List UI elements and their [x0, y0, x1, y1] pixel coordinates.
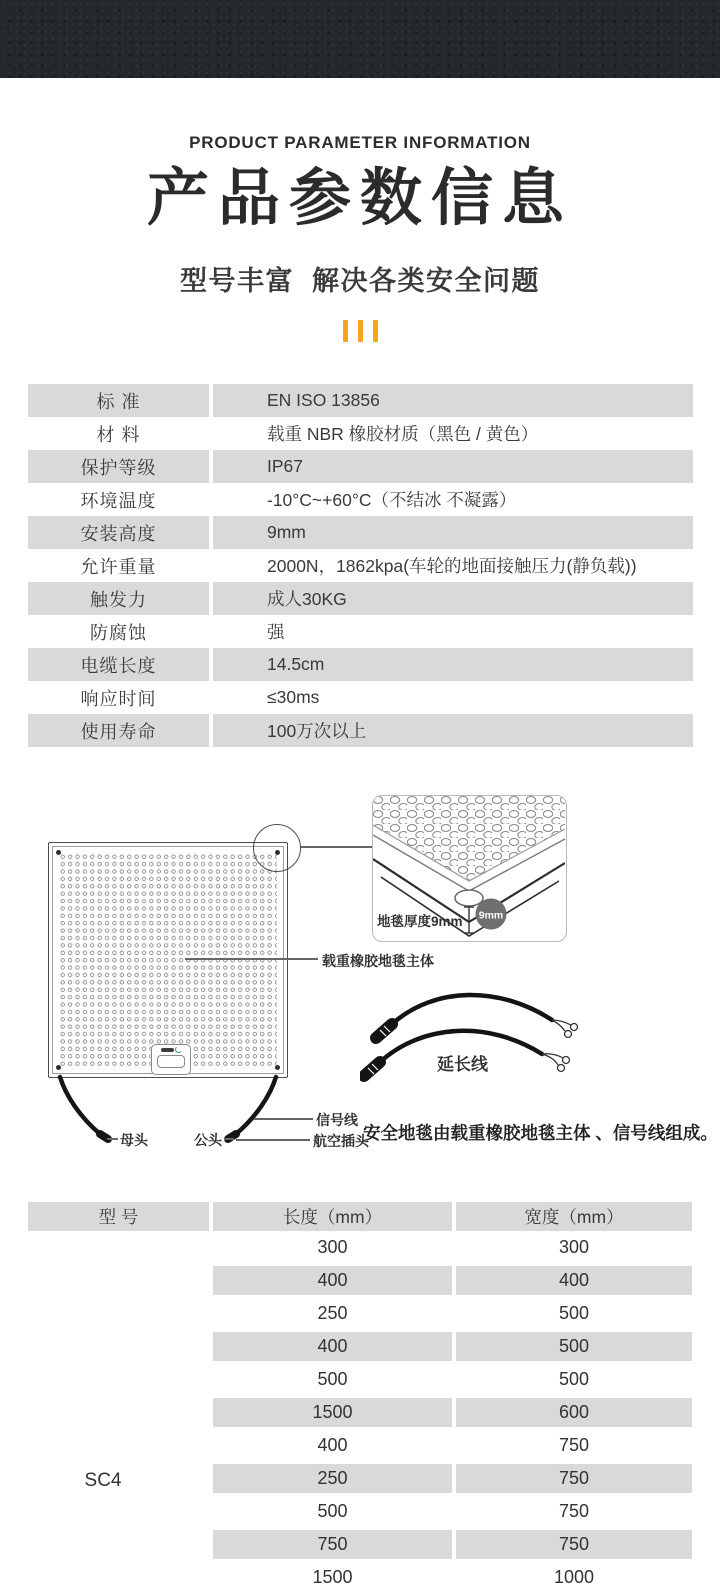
- safety-mat-illustration: [48, 842, 288, 1078]
- size-length-value: 1500: [213, 1396, 452, 1429]
- param-label: 安装高度: [28, 516, 209, 549]
- brand-logo-arc: [175, 1046, 182, 1053]
- mat-dot-pattern: [59, 853, 277, 1067]
- param-label: 电缆长度: [28, 648, 209, 681]
- param-value: 9mm: [213, 516, 693, 549]
- accent-bars: [0, 320, 720, 342]
- size-row: [28, 1330, 693, 1363]
- corner-zoom-circle: [253, 824, 301, 872]
- param-label: 使用寿命: [28, 714, 209, 747]
- aviation-plug-label: 航空插头: [313, 1133, 369, 1149]
- accent-bar: [358, 320, 363, 342]
- size-width-value: 500: [558, 1369, 590, 1389]
- param-row: [28, 450, 693, 483]
- signal-cables-drawing: [40, 1074, 330, 1149]
- leader-line: [224, 1138, 234, 1140]
- param-value: 14.5cm: [213, 648, 693, 681]
- bump-surface: [373, 796, 565, 881]
- param-value: 2000N，1862kpa(车轮的地面接触压力(静负载)): [267, 556, 637, 576]
- param-row: [28, 681, 693, 714]
- size-width-value: 750: [558, 1501, 590, 1521]
- size-row: [28, 1297, 693, 1330]
- param-row: [28, 483, 693, 516]
- param-value: IP67: [213, 450, 693, 483]
- ring-terminal: [571, 1024, 578, 1031]
- corner-bolt: [275, 1065, 280, 1070]
- param-value: 载重 NBR 橡胶材质（黑色 / 黄色）: [267, 424, 539, 444]
- param-value: -10°C~+60°C（不结冰 不凝露）: [267, 490, 517, 510]
- mat-body-label: 载重橡胶地毯主体: [322, 953, 434, 969]
- size-length-value: 750: [213, 1528, 452, 1561]
- brand-plate: [151, 1044, 191, 1075]
- brand-plate-slot: [157, 1055, 185, 1068]
- param-value: 强: [267, 622, 285, 642]
- param-table-body: [28, 384, 693, 747]
- leader-line: [254, 1118, 313, 1120]
- size-width-value: 750: [456, 1462, 692, 1495]
- size-length-value: 500: [317, 1369, 348, 1389]
- size-table-body: [28, 1231, 693, 1589]
- ring-terminal: [563, 1057, 570, 1064]
- size-row: [28, 1396, 693, 1429]
- page-title: 产品参数信息: [146, 165, 573, 233]
- size-row: [28, 1528, 693, 1561]
- brand-logo-mark: [161, 1048, 174, 1052]
- param-row: [28, 384, 693, 417]
- param-row: [28, 714, 693, 747]
- accent-bar: [343, 320, 348, 342]
- top-texture-band: [0, 0, 720, 78]
- param-label: 标 准: [28, 384, 209, 417]
- leader-line: [301, 846, 372, 848]
- size-header-length: 长度（mm）: [213, 1202, 452, 1231]
- param-row: [28, 615, 693, 648]
- param-label: 环境温度: [80, 490, 157, 511]
- mat-inner-border: [52, 846, 284, 1074]
- accent-bar: [373, 320, 378, 342]
- size-row: [28, 1429, 693, 1462]
- size-width-value: 500: [558, 1303, 590, 1323]
- size-width-value: 400: [456, 1264, 692, 1297]
- size-row: [28, 1264, 693, 1297]
- eyebrow-title: PRODUCT PARAMETER INFORMATION: [189, 133, 531, 152]
- param-label: 材 料: [96, 424, 141, 445]
- diagram-caption: 安全地毯由载重橡胶地毯主体 、信号线组成。: [363, 1123, 718, 1143]
- leader-line: [107, 1138, 118, 1140]
- param-row: [28, 582, 693, 615]
- size-row: [28, 1231, 693, 1264]
- size-row: [28, 1363, 693, 1396]
- extension-cable-label: 延长线: [437, 1055, 488, 1074]
- param-label: 保护等级: [28, 450, 209, 483]
- corner-detail-drawing: [373, 796, 565, 940]
- param-label: 防腐蚀: [90, 622, 147, 643]
- leader-line: [236, 1139, 310, 1141]
- corner-bolt: [56, 850, 61, 855]
- param-value: EN ISO 13856: [213, 384, 693, 417]
- ring-terminal: [558, 1065, 565, 1072]
- size-width-value: 500: [456, 1330, 692, 1363]
- brand-logo: [152, 1045, 190, 1054]
- ring-terminal: [565, 1031, 572, 1038]
- corner-bolt: [56, 1065, 61, 1070]
- size-length-value: 400: [213, 1330, 452, 1363]
- param-row: [28, 648, 693, 681]
- size-header-width: 宽度（mm）: [456, 1202, 692, 1231]
- size-length-value: 500: [317, 1501, 348, 1521]
- size-length-value: 1500: [312, 1567, 353, 1587]
- size-width-value: 1000: [553, 1567, 595, 1587]
- size-length-value: 400: [317, 1435, 348, 1455]
- param-row: [28, 549, 693, 582]
- model-name: SC4: [84, 1470, 122, 1491]
- size-width-value: 750: [558, 1435, 590, 1455]
- signal-wire-label: 信号线: [316, 1112, 358, 1128]
- param-row: [28, 516, 693, 549]
- size-width-value: 600: [456, 1396, 692, 1429]
- male-connector-label: 公头: [194, 1132, 222, 1148]
- param-value: ≤30ms: [267, 687, 320, 707]
- param-label: 允许重量: [80, 556, 157, 577]
- size-table-header: [28, 1202, 693, 1231]
- param-value: 成人30KG: [213, 582, 693, 615]
- thickness-badge-text: 9mm: [478, 909, 504, 922]
- big-bump: [455, 890, 483, 906]
- thickness-label: 地毯厚度9mm: [377, 914, 463, 929]
- param-value: 100万次以上: [213, 714, 693, 747]
- size-width-value: 750: [456, 1528, 692, 1561]
- size-row: [28, 1495, 693, 1528]
- param-label: 触发力: [28, 582, 209, 615]
- size-length-value: 250: [213, 1462, 452, 1495]
- size-header-model: 型 号: [28, 1202, 209, 1231]
- female-connector-label: 母头: [120, 1132, 148, 1148]
- param-row: [28, 417, 693, 450]
- size-length-value: 400: [213, 1264, 452, 1297]
- page-subtitle: 型号丰富 解决各类安全问题: [179, 266, 540, 296]
- size-length-value: 250: [317, 1303, 348, 1323]
- leader-line: [185, 958, 318, 960]
- thickness-detail-box: [372, 795, 567, 942]
- size-length-value: 300: [317, 1237, 348, 1257]
- param-label: 响应时间: [80, 688, 157, 709]
- size-width-value: 300: [558, 1237, 590, 1257]
- size-row: [28, 1561, 693, 1589]
- size-table: [28, 1202, 693, 1589]
